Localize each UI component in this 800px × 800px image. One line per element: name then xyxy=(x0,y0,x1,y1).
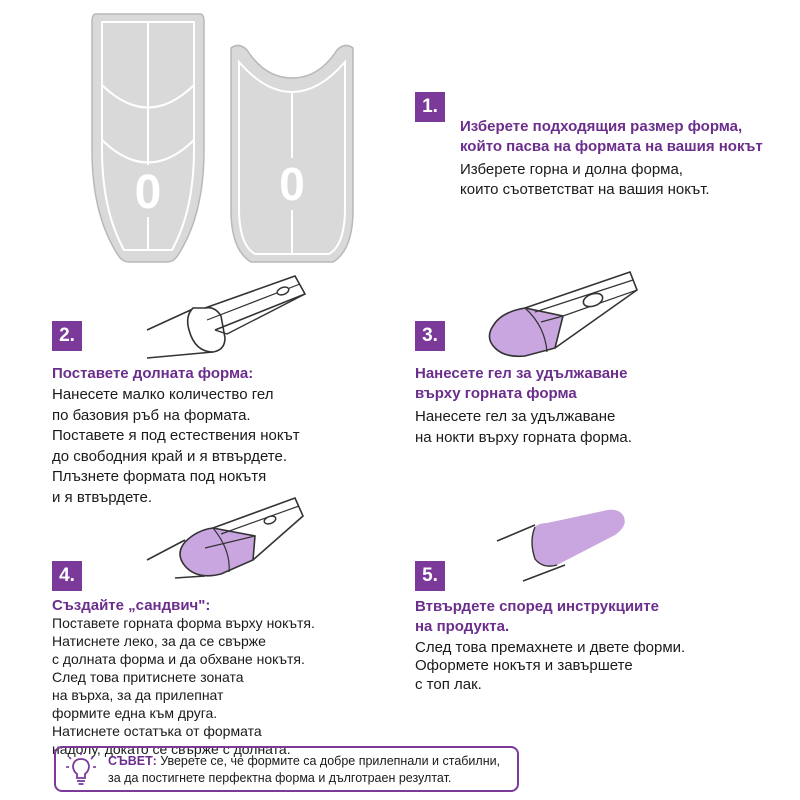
step2-body-line2: по базовия ръб на формата. xyxy=(52,406,251,424)
step3-body-line1: Нанесете гел за удължаване xyxy=(415,408,616,425)
step4-body-line8: надолу, докато се свърже с долната. xyxy=(52,741,291,757)
bottom-form-illustration xyxy=(88,10,208,265)
step-number-1: 1. xyxy=(415,92,445,122)
step5-title xyxy=(415,597,659,637)
step4-body-line3: с долната форма и да обхване нокътя. xyxy=(52,651,305,667)
step-number-2: 2. xyxy=(52,321,82,351)
form-size-label-left: 0 xyxy=(134,166,162,219)
step4-body-line6: формите една към друга. xyxy=(52,705,218,721)
step4-body-line1: Поставете горната форма върху нокътя. xyxy=(52,615,315,631)
form-size-label-right: 0 xyxy=(279,158,305,210)
step4-body-line2: Натиснете леко, за да се свърже xyxy=(52,633,266,649)
step3-title xyxy=(415,364,627,404)
step1-title-line1: Изберете подходящия размер форма, xyxy=(460,118,743,135)
top-form-illustration xyxy=(225,40,360,265)
tip-line2: за да постигнете перфектна форма и дълготраен резултат. xyxy=(108,771,452,785)
step5-title-line2: на продукта. xyxy=(415,618,510,635)
step1-body-line1: Изберете горна и долна форма, xyxy=(460,161,683,178)
step2-body-line4: до свободния край и я втвърдете. xyxy=(52,447,288,465)
step1-title xyxy=(460,117,763,157)
step1-body-line2: които съответстват на вашия нокът. xyxy=(460,181,710,198)
step4-body-line4: След това притиснете зоната xyxy=(52,669,244,685)
step4-illustration xyxy=(145,490,320,590)
lightbulb-icon xyxy=(66,752,96,786)
step5-title-line1: Втвърдете според инструкциите xyxy=(415,598,659,615)
step-number-3: 3. xyxy=(415,321,445,351)
step2-title: Поставете долната форма: xyxy=(52,365,254,382)
step2-body-line6: и я втвърдете. xyxy=(52,488,152,506)
step5-body-line2: Оформете нокътя и завършете xyxy=(415,657,633,674)
tip-text xyxy=(108,753,500,787)
step2-body-line1: Нанесете малко количество гел xyxy=(52,386,274,403)
step4-body-line7: Натиснете остатъка от формата xyxy=(52,723,262,739)
step1-title-line2: който пасва на формата на вашия нокът xyxy=(460,138,763,155)
step4-body-line5: на върха, за да прилепнат xyxy=(52,687,224,703)
step2-body-line5: Плъзнете формата под нокътя xyxy=(52,468,267,485)
tip-line1 xyxy=(108,753,500,770)
step5-body-line3: с топ лак. xyxy=(415,676,482,693)
step4-title: Създайте „сандвич": xyxy=(52,597,211,614)
step3-body-line2: на нокти върху горната форма. xyxy=(415,429,632,446)
tip-line1-text: Уверете се, че формите са добре прилепнали и стабилни, xyxy=(156,754,501,768)
step5-body-line1: След това премахнете и двете форми. xyxy=(415,639,686,656)
step3-illustration xyxy=(485,268,645,368)
step5-illustration xyxy=(495,505,645,585)
tip-label: СЪВЕТ: xyxy=(108,754,157,768)
step-number-4: 4. xyxy=(52,561,82,591)
step-number-5: 5. xyxy=(415,561,445,591)
step2-illustration xyxy=(145,268,315,368)
step2-body-line3: Поставете я под естествения нокът xyxy=(52,427,300,444)
step3-title-line2: върху горната форма xyxy=(415,385,577,402)
step3-title-line1: Нанесете гел за удължаване xyxy=(415,365,628,382)
